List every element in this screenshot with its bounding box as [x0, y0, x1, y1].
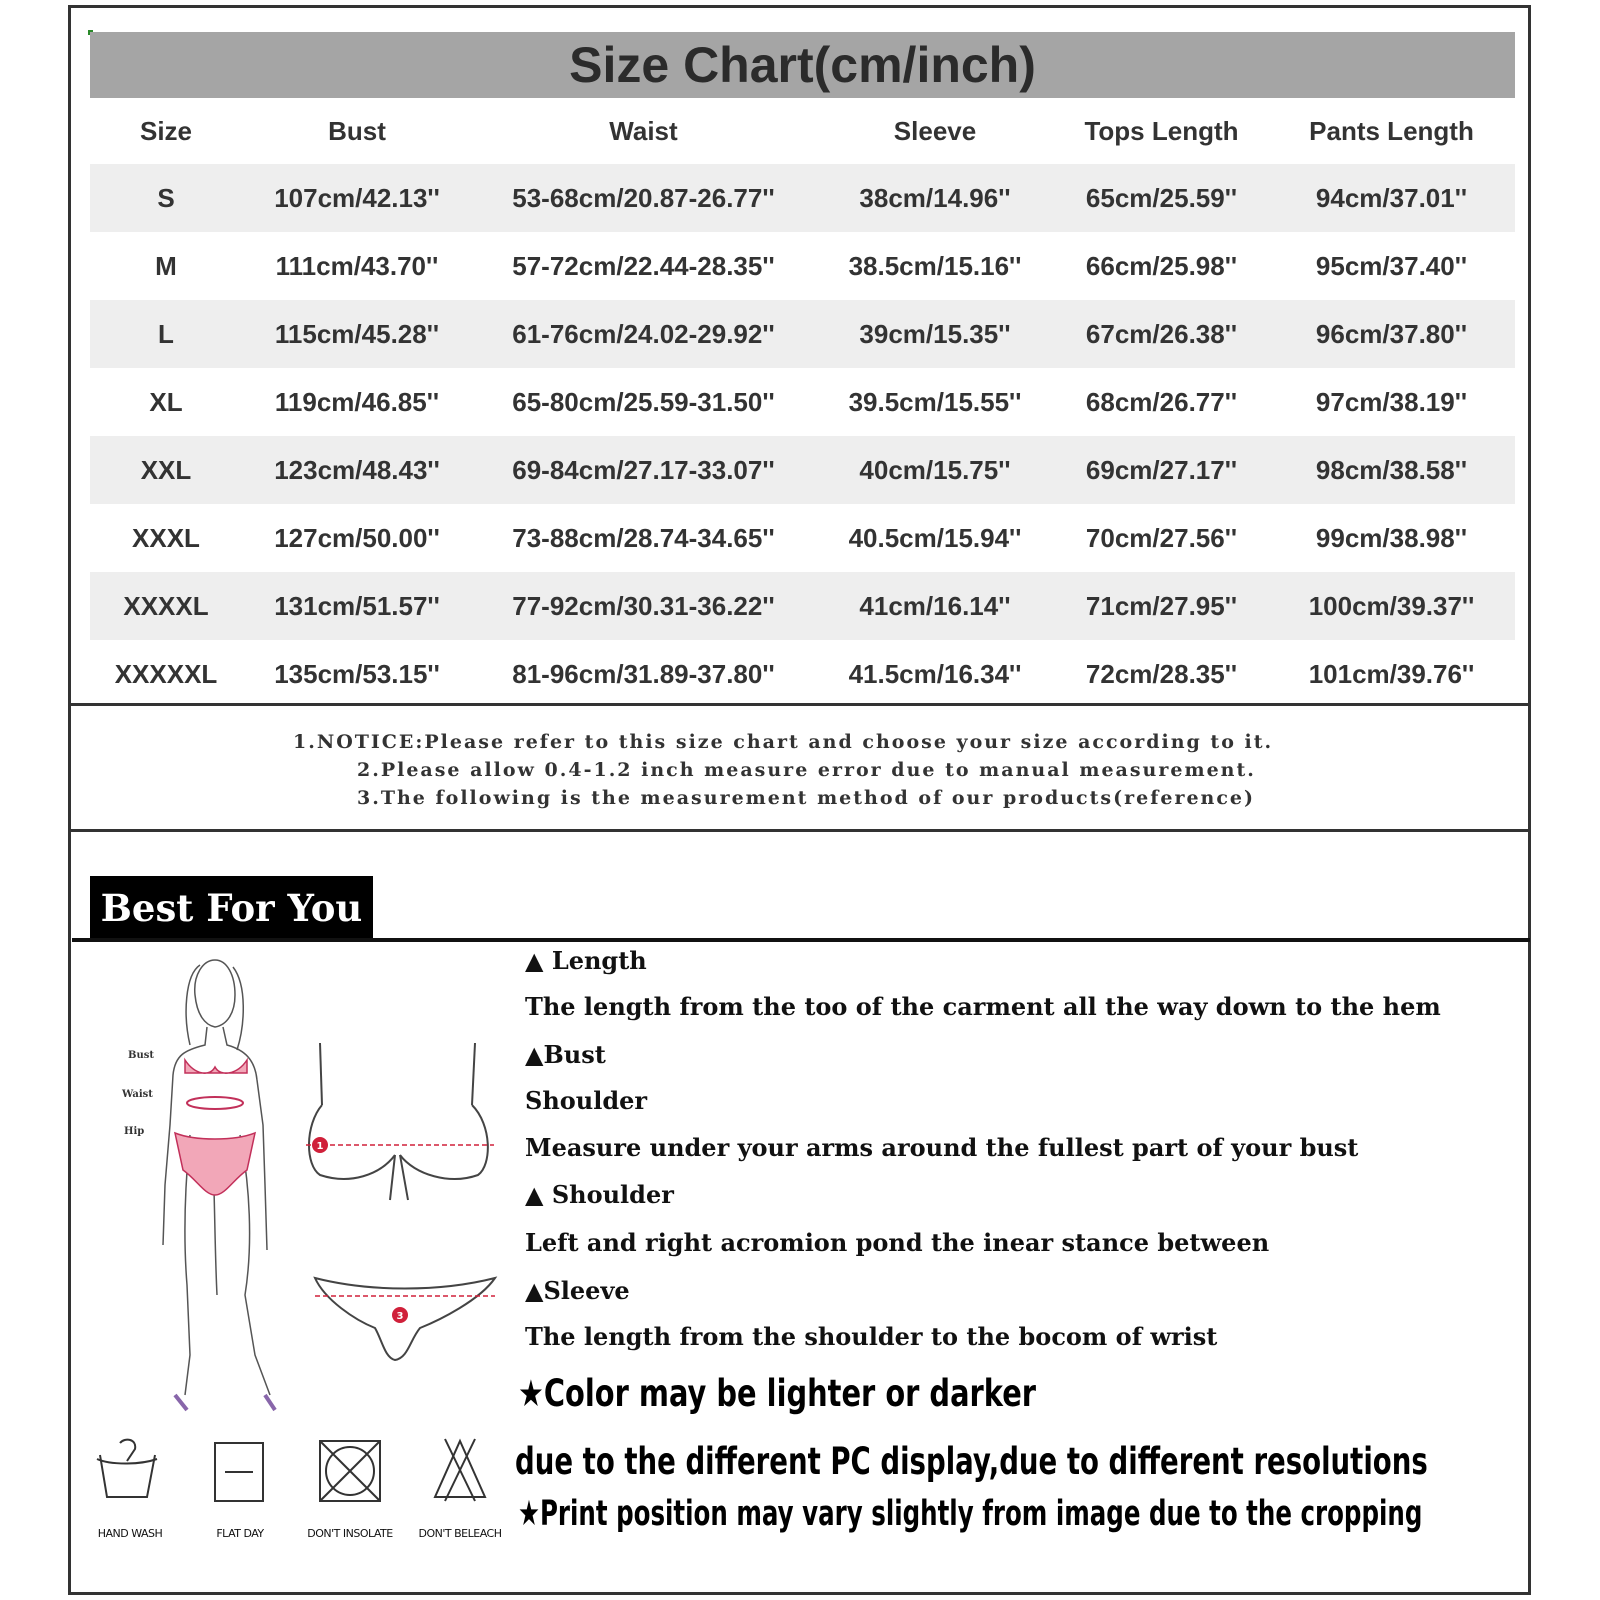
cell-bust: 131cm/51.57''	[242, 572, 472, 640]
shoulder-heading: ▲ Shoulder	[525, 1180, 674, 1209]
cell-size: XXL	[90, 436, 242, 504]
shoulder-subheading: Shoulder	[525, 1086, 648, 1115]
cell-tops-length: 67cm/26.38''	[1055, 300, 1268, 368]
cell-tops-length: 70cm/27.56''	[1085, 522, 1238, 553]
cell-tops-length: 72cm/28.35''	[1085, 658, 1238, 689]
header-bust: Bust	[328, 115, 386, 146]
shoulder-description: Left and right acromion pond the inear stance between	[525, 1228, 1270, 1257]
cell-tops-length: 66cm/25.98''	[1085, 250, 1238, 281]
cell-pants-length: 100cm/39.37''	[1268, 572, 1515, 640]
cell-tops-length: 65cm/25.59''	[1055, 164, 1268, 232]
cell-waist: 73-88cm/28.74-34.65''	[512, 522, 775, 553]
cell-size: S	[90, 164, 242, 232]
hand-wash-care	[85, 1435, 175, 1545]
dont-insolate-care	[305, 1435, 395, 1545]
print-position-note: ★Print position may vary slightly from image due to the cropping	[518, 1494, 1423, 1534]
cell-bust: 115cm/45.28''	[242, 300, 472, 368]
section-rule	[72, 938, 1530, 942]
cell-waist: 57-72cm/22.44-28.35''	[512, 250, 775, 281]
header-size: Size	[139, 115, 193, 146]
do-not-tumble-icon	[305, 1435, 395, 1515]
cell-bust: 123cm/48.43''	[242, 436, 472, 504]
model-figure-illustration	[115, 955, 305, 1415]
cell-pants-length: 97cm/38.19''	[1315, 386, 1468, 417]
table-row	[90, 232, 1515, 300]
cell-waist: 77-92cm/30.31-36.22''	[472, 572, 815, 640]
cell-sleeve: 41cm/16.14''	[815, 572, 1055, 640]
panty-diagram	[310, 1270, 500, 1370]
hand-wash-icon	[85, 1435, 175, 1515]
cell-size: M	[155, 250, 177, 281]
color-note: ★Color may be lighter or darker	[518, 1372, 1037, 1415]
hip-marker-number: 3	[396, 1311, 404, 1322]
cell-sleeve: 39cm/15.35''	[815, 300, 1055, 368]
cell-sleeve: 41.5cm/16.34''	[848, 658, 1022, 689]
bust-marker-number: 1	[316, 1141, 324, 1152]
care-label: FLAT DAY	[216, 1527, 264, 1540]
cell-waist: 65-80cm/25.59-31.50''	[512, 386, 775, 417]
cell-pants-length: 101cm/39.76''	[1308, 658, 1475, 689]
cell-waist: 81-96cm/31.89-37.80''	[512, 658, 775, 689]
cell-waist: 53-68cm/20.87-26.77''	[472, 164, 815, 232]
cell-waist: 69-84cm/27.17-33.07''	[472, 436, 815, 504]
cell-bust: 135cm/53.15''	[274, 658, 440, 689]
cell-tops-length: 69cm/27.17''	[1055, 436, 1268, 504]
cell-size: L	[90, 300, 242, 368]
cell-pants-length: 95cm/37.40''	[1315, 250, 1468, 281]
notice-line-2: 2.Please allow 0.4-1.2 inch measure error due to manual measurement.	[357, 759, 1256, 781]
title-bar	[90, 32, 1515, 98]
table-row	[90, 504, 1515, 572]
cell-bust: 107cm/42.13''	[242, 164, 472, 232]
bust-description: Measure under your arms around the fullest part of your bust	[525, 1133, 1359, 1162]
cell-size: XXXXL	[90, 572, 242, 640]
bust-heading: ▲Bust	[525, 1040, 606, 1069]
cell-sleeve: 38cm/14.96''	[815, 164, 1055, 232]
care-label: DON'T INSOLATE	[307, 1527, 393, 1540]
best-for-you-tab: Best For You	[90, 876, 373, 940]
table-row	[90, 164, 1515, 232]
cell-sleeve: 40cm/15.75''	[815, 436, 1055, 504]
cell-size: XXXL	[132, 522, 200, 553]
flat-dry-care	[195, 1435, 285, 1545]
flat-dry-icon	[195, 1435, 285, 1515]
table-row	[90, 572, 1515, 640]
page-title: Size Chart(cm/inch)	[569, 37, 1036, 93]
cell-waist: 61-76cm/24.02-29.92''	[472, 300, 815, 368]
display-note: due to the different PC display,due to different resolutions	[515, 1440, 1428, 1483]
divider	[68, 829, 1531, 832]
cell-sleeve: 39.5cm/15.55''	[848, 386, 1022, 417]
table-row	[90, 300, 1515, 368]
cell-pants-length: 99cm/38.98''	[1315, 522, 1468, 553]
do-not-bleach-icon	[415, 1435, 505, 1515]
length-heading: ▲ Length	[525, 946, 647, 975]
size-table	[90, 98, 1515, 708]
cell-pants-length: 94cm/37.01''	[1268, 164, 1515, 232]
figure-label-bust: Bust	[128, 1050, 154, 1061]
cell-bust: 111cm/43.70''	[275, 250, 439, 281]
notice-line-1: 1.NOTICE:Please refer to this size chart and choose your size according to it.	[293, 731, 1274, 753]
cell-size: XXXXXL	[114, 658, 218, 689]
cell-pants-length: 96cm/37.80''	[1268, 300, 1515, 368]
table-row	[90, 640, 1515, 708]
cell-sleeve: 38.5cm/15.16''	[848, 250, 1022, 281]
table-row	[90, 436, 1515, 504]
table-row	[90, 368, 1515, 436]
length-description: The length from the too of the carment all the way down to the hem	[525, 992, 1441, 1021]
cell-pants-length: 98cm/38.58''	[1268, 436, 1515, 504]
header-waist: Waist	[609, 115, 678, 146]
figure-label-hip: Hip	[124, 1126, 145, 1137]
dont-bleach-care	[415, 1435, 505, 1545]
cell-bust: 127cm/50.00''	[274, 522, 440, 553]
cell-tops-length: 71cm/27.95''	[1055, 572, 1268, 640]
cell-bust: 119cm/46.85''	[274, 386, 440, 417]
notice-line-3: 3.The following is the measurement method of our products(reference)	[357, 787, 1256, 809]
care-label: HAND WASH	[97, 1527, 163, 1540]
sleeve-description: The length from the shoulder to the bocom of wrist	[525, 1322, 1218, 1351]
header-pants-length: Pants Length	[1309, 115, 1474, 146]
cell-size: XL	[149, 386, 183, 417]
divider	[68, 703, 1531, 706]
cell-tops-length: 68cm/26.77''	[1085, 386, 1238, 417]
cell-sleeve: 40.5cm/15.94''	[848, 522, 1022, 553]
bra-diagram	[300, 1035, 500, 1215]
figure-label-waist: Waist	[122, 1089, 153, 1100]
sleeve-heading: ▲Sleeve	[525, 1276, 630, 1305]
care-label: DON'T BELEACH	[418, 1527, 502, 1540]
header-sleeve: Sleeve	[893, 115, 977, 146]
header-tops-length: Tops Length	[1084, 115, 1239, 146]
table-header-row	[90, 98, 1515, 164]
